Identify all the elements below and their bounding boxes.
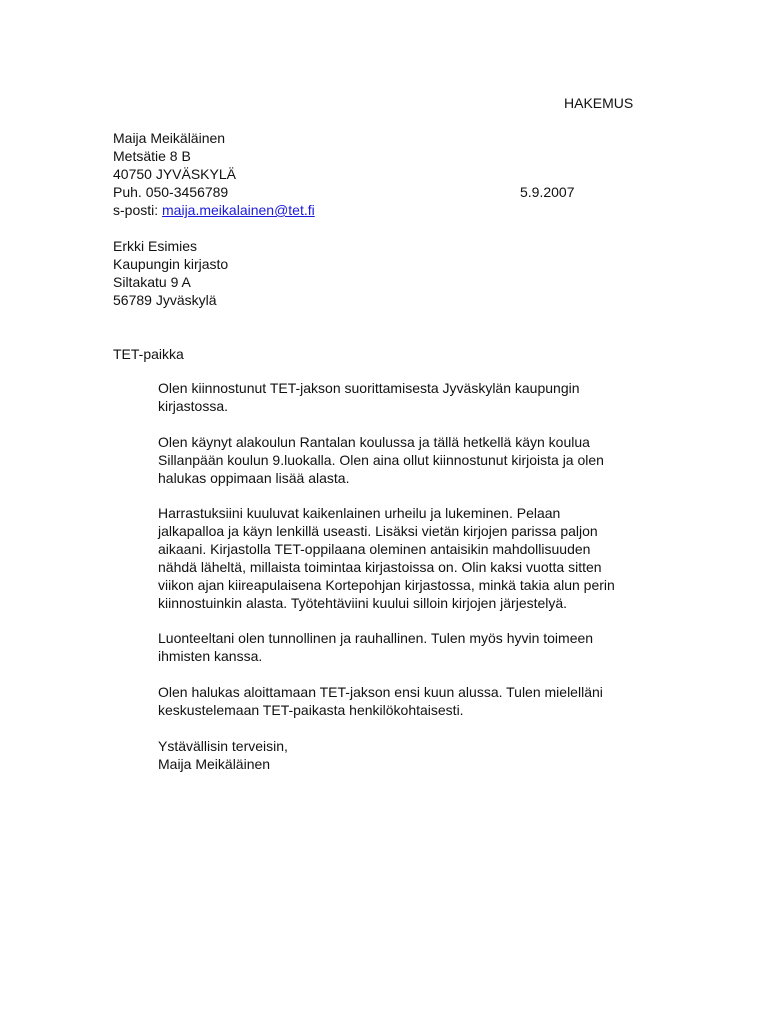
sender-email-label: s-posti:	[113, 202, 163, 218]
paragraph-line: Sillanpään koulun 9.luokalla. Olen aina ollut kiinnostunut kirjoista ja olen	[158, 452, 604, 468]
closing-signature: Maija Meikäläinen	[158, 756, 271, 772]
paragraph-line: aikaani. Kirjastolla TET-oppilaana oleminen antaisikin mahdollisuuden	[158, 541, 591, 557]
recipient-name: Erkki Esimies	[113, 238, 198, 254]
body-paragraph-1	[158, 379, 658, 415]
paragraph-line: Luonteeltani olen tunnollinen ja rauhallinen. Tulen myös hyvin toimeen	[158, 630, 594, 646]
paragraph-line: Olen kiinnostunut TET-jakson suorittamisesta Jyväskylän kaupungin	[158, 380, 580, 396]
paragraph-line: Olen halukas aloittamaan TET-jakson ensi kuun alussa. Tulen mielelläni	[158, 684, 603, 700]
sender-email-line	[113, 201, 315, 219]
body-paragraph-4	[158, 629, 658, 665]
paragraph-line: Olen käynyt alakoulun Rantalan koulussa ja tällä hetkellä käyn koulua	[158, 434, 590, 450]
recipient-city: 56789 Jyväskylä	[113, 292, 217, 308]
closing-block	[158, 737, 658, 773]
body-paragraph-2	[158, 433, 658, 487]
sender-name: Maija Meikäläinen	[113, 130, 226, 146]
paragraph-line: jalkapalloa ja käyn lenkillä useasti. Lisäksi vietän kirjojen parissa paljon	[158, 523, 598, 539]
closing-greeting: Ystävällisin terveisin,	[158, 738, 288, 754]
paragraph-line: kiinnostuinkin alasta. Työtehtäviini kuului silloin kirjojen järjestelyä.	[158, 595, 568, 611]
sender-street: Metsätie 8 B	[113, 148, 191, 164]
sender-city: 40750 JYVÄSKYLÄ	[113, 166, 236, 182]
paragraph-line: ihmisten kanssa.	[158, 648, 263, 664]
paragraph-line: keskustelemaan TET-paikasta henkilökohtaisesti.	[158, 702, 464, 718]
recipient-address-block	[113, 237, 228, 309]
paragraph-line: Harrastuksiini kuuluvat kaikenlainen urheilu ja lukeminen. Pelaan	[158, 505, 561, 521]
sender-email-link[interactable]: maija.meikalainen@tet.fi	[162, 202, 315, 218]
recipient-org: Kaupungin kirjasto	[113, 256, 229, 272]
letter-date: 5.9.2007	[520, 184, 575, 200]
sender-address-block	[113, 129, 315, 219]
recipient-street: Siltakatu 9 A	[113, 274, 191, 290]
body-paragraph-5	[158, 683, 658, 719]
paragraph-line: viikon ajan kiireapulaisena Kortepohjan kirjastossa, minkä takia alun perin	[158, 577, 615, 593]
paragraph-line: kirjastossa.	[158, 398, 229, 414]
sender-phone: Puh. 050-3456789	[113, 184, 229, 200]
document-heading: HAKEMUS	[564, 95, 634, 111]
paragraph-line: nähdä läheltä, millaista toimintaa kirjastoissa on. Olin kaksi vuotta sitten	[158, 559, 602, 575]
paragraph-line: halukas oppimaan lisää alasta.	[158, 470, 350, 486]
letter-subject: TET-paikka	[113, 346, 184, 362]
body-paragraph-3	[158, 504, 658, 612]
